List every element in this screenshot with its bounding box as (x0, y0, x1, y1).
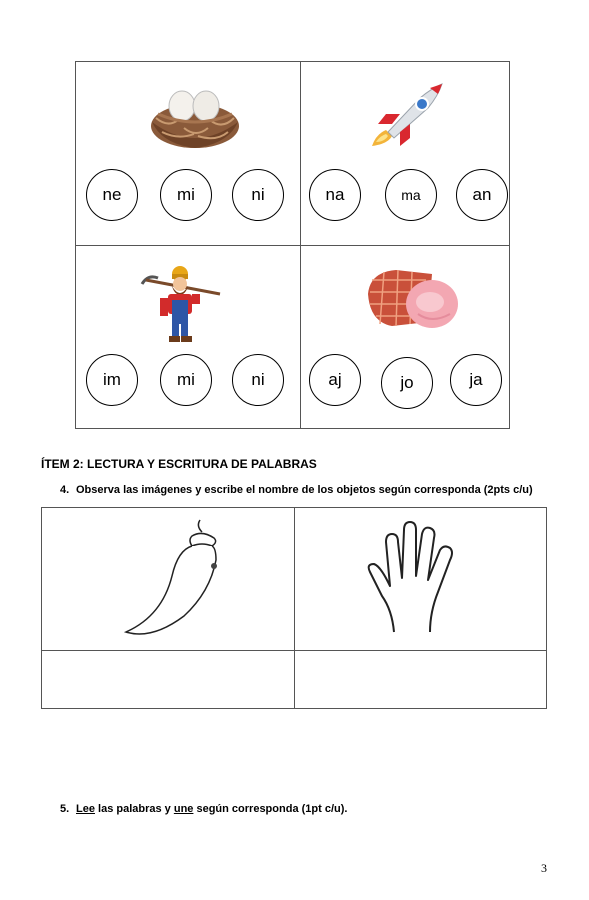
answer-box-2[interactable] (295, 651, 547, 709)
syllable-option[interactable]: mi (160, 169, 212, 221)
q5-text-part2: según corresponda (1pt c/u). (193, 803, 348, 815)
q5-text-part1: las palabras y (94, 803, 174, 815)
question-5-number: 5. (60, 803, 70, 815)
syllable-option[interactable]: ma (385, 169, 437, 221)
nest-icon (148, 84, 242, 152)
chili-pepper-icon (122, 516, 232, 640)
syllable-option[interactable]: ni (232, 354, 284, 406)
syllable-option[interactable]: ni (232, 169, 284, 221)
question-4-text: Observa las imágenes y escribe el nombre de los objetos según corresponda (2pts c/u) (76, 484, 533, 496)
question-4-number: 4. (60, 484, 70, 496)
syllable-option[interactable]: aj (309, 354, 361, 406)
miner-icon (138, 264, 228, 346)
syllable-option[interactable]: ja (450, 354, 502, 406)
syllable-grid (75, 61, 510, 429)
syllable-option[interactable]: jo (381, 357, 433, 409)
word-une: une (173, 803, 194, 815)
writing-grid (41, 507, 547, 709)
hand-icon (364, 520, 460, 636)
grid-divider-horizontal (76, 245, 509, 246)
question-5-text (76, 803, 347, 815)
syllable-option[interactable]: ne (86, 169, 138, 221)
ham-icon (362, 264, 462, 336)
answer-box-1[interactable] (42, 651, 294, 709)
page-number: 3 (541, 861, 547, 875)
syllable-option[interactable]: na (309, 169, 361, 221)
word-lee: Lee (76, 803, 95, 815)
syllable-option[interactable]: mi (160, 354, 212, 406)
item-heading: ÍTEM 2: LECTURA Y ESCRITURA DE PALABRAS (41, 457, 317, 471)
rocket-icon (362, 80, 446, 152)
syllable-option[interactable]: im (86, 354, 138, 406)
syllable-option[interactable]: an (456, 169, 508, 221)
